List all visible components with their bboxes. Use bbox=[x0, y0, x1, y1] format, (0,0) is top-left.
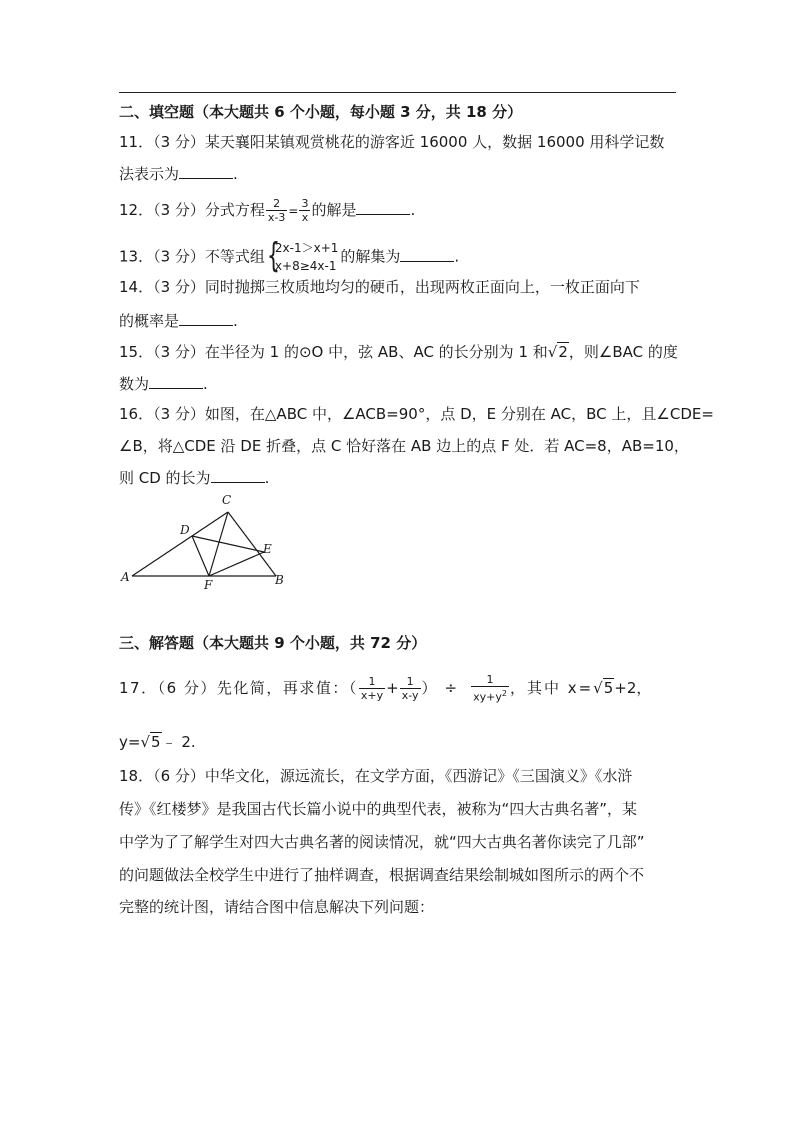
q12-suffix: 的解是 bbox=[311, 201, 357, 219]
q15-line1 bbox=[119, 341, 678, 363]
q18-line4: 的问题做法全校学生中进行了抽样调查，根据调查结果绘制城如图所示的两个不 bbox=[119, 866, 645, 884]
q16-line3-suffix: . bbox=[264, 469, 270, 487]
q11-line2-suffix: . bbox=[233, 165, 238, 183]
q17-y-prefix: y= bbox=[119, 733, 141, 751]
plus-sign: + bbox=[386, 678, 399, 697]
q12-end: . bbox=[410, 201, 416, 219]
top-rule bbox=[119, 92, 676, 93]
q18-line5: 完整的统计图，请结合图中信息解决下列问题： bbox=[119, 898, 435, 916]
answer-blank bbox=[149, 374, 203, 389]
q15-line2 bbox=[119, 373, 208, 395]
denominator-base: xy+y bbox=[473, 690, 502, 704]
q12-line bbox=[119, 197, 415, 224]
q17-prefix: 17．（6 分）先化简，再求值：（ bbox=[119, 678, 358, 697]
fraction-denominator bbox=[471, 687, 509, 704]
fraction-numerator: 2 bbox=[266, 197, 287, 211]
q13-line bbox=[119, 236, 460, 276]
segment-fe bbox=[209, 552, 264, 576]
q18-line3: 中学为了了解学生对四大古典名著的阅读情况，就“四大古典名著你读完了几部” bbox=[119, 833, 645, 851]
fraction-denominator: x-3 bbox=[267, 211, 286, 224]
answer-blank bbox=[356, 200, 410, 215]
q16-line2: ∠B，将△CDE 沿 DE 折叠，点 C 恰好落在 AB 边上的点 F 处．若 AC=8，AB=10， bbox=[119, 437, 689, 455]
triangle-figure bbox=[118, 492, 293, 592]
q11-line1: 11．（3 分）某天襄阳某镇观赏桃花的游客近 16000 人，数据 16000 用科学记数 bbox=[119, 133, 665, 151]
fraction-denominator: x-y bbox=[401, 688, 419, 702]
answer-blank bbox=[211, 468, 265, 483]
label-a: A bbox=[121, 570, 130, 584]
sqrt-2 bbox=[548, 341, 569, 363]
equals-sign: = bbox=[288, 204, 299, 218]
inequality-1: 2x-1＞x+1 bbox=[274, 241, 339, 255]
q16-line3-prefix: 则 CD 的长为 bbox=[119, 469, 211, 487]
segment-df bbox=[192, 536, 209, 576]
q12-fraction-2 bbox=[299, 197, 310, 224]
denominator-exponent: 2 bbox=[501, 689, 507, 698]
q17-fraction-2 bbox=[400, 675, 421, 702]
q11-line2-prefix: 法表示为 bbox=[119, 165, 180, 183]
q14-line2-suffix: . bbox=[233, 312, 238, 330]
q18-line1: 18．（6 分）中华文化，源远流长，在文学方面，《西游记》《三国演义》《水浒 bbox=[119, 767, 633, 785]
q12-fraction-1 bbox=[266, 197, 287, 224]
q11-line2 bbox=[119, 163, 238, 185]
q15-line1-suffix: ，则∠BAC 的度 bbox=[568, 343, 678, 361]
q15-line1-prefix: 15．（3 分）在半径为 1 的⊙O 中，弦 AB、AC 的长分别为 1 和 bbox=[119, 343, 548, 361]
answer-blank bbox=[179, 311, 233, 326]
q13-end: . bbox=[454, 247, 460, 266]
q14-line1: 14．（3 分）同时抛掷三枚质地均匀的硬币，出现两枚正面向上，一枚正面向下 bbox=[119, 278, 640, 296]
q14-line2-prefix: 的概率是 bbox=[119, 312, 180, 330]
section-2-header: 二、填空题（本大题共 6 个小题，每小题 3 分，共 18 分） bbox=[119, 103, 523, 121]
q16-line3 bbox=[119, 467, 269, 489]
radical-sign-icon: √ bbox=[547, 343, 558, 361]
label-f: F bbox=[204, 578, 213, 592]
q17-y-tail: ﹣ 2. bbox=[161, 733, 196, 751]
q17-fraction-3 bbox=[471, 673, 509, 704]
q17-x-tail: +2， bbox=[614, 678, 652, 697]
q16-line1: 16．（3 分）如图，在△ABC 中，∠ACB=90°，点 D，E 分别在 AC，BC 上，且∠CDE= bbox=[119, 405, 714, 423]
q17-close-divide: ）÷ bbox=[421, 678, 466, 697]
segment-fc bbox=[209, 512, 228, 576]
radicand: 5 bbox=[603, 678, 614, 697]
label-c: C bbox=[222, 493, 232, 507]
radicand: 2 bbox=[558, 343, 568, 361]
inequality-2: x+8≥4x-1 bbox=[274, 259, 337, 273]
q17-fraction-1 bbox=[359, 675, 385, 702]
q13-suffix: 的解集为 bbox=[340, 247, 401, 266]
radical-sign-icon: √ bbox=[140, 733, 151, 751]
label-b: B bbox=[275, 573, 284, 587]
section-3-header: 三、解答题（本大题共 9 个小题，共 72 分） bbox=[119, 634, 427, 652]
fraction-numerator: 1 bbox=[400, 675, 421, 689]
q17-mid: ，其中 x= bbox=[509, 678, 594, 697]
q18-line2: 传》《红楼梦》是我国古代长篇小说中的典型代表，被称为“四大古典名著”，某 bbox=[119, 800, 638, 818]
label-e: E bbox=[263, 542, 272, 556]
fraction-denominator: x bbox=[301, 211, 309, 224]
radical-sign-icon: √ bbox=[593, 678, 603, 697]
q13-prefix: 13．（3 分）不等式组 bbox=[119, 247, 265, 266]
segment-ac bbox=[132, 512, 228, 576]
label-d: D bbox=[180, 523, 190, 537]
q13-inequality-system bbox=[266, 236, 339, 276]
q17-line1 bbox=[119, 673, 651, 704]
brace-icon: { bbox=[266, 236, 280, 276]
q14-line2 bbox=[119, 310, 238, 332]
sqrt-5-x bbox=[593, 677, 614, 699]
sqrt-5-y bbox=[140, 731, 161, 753]
fraction-numerator: 1 bbox=[359, 675, 385, 689]
radicand: 5 bbox=[151, 733, 161, 751]
fraction-denominator: x+y bbox=[360, 688, 384, 702]
q17-line2 bbox=[119, 731, 196, 753]
q12-prefix: 12．（3 分）分式方程 bbox=[119, 201, 265, 219]
q15-line2-prefix: 数为 bbox=[119, 375, 150, 393]
fraction-numerator: 1 bbox=[471, 673, 509, 687]
answer-blank bbox=[179, 164, 233, 179]
answer-blank bbox=[400, 247, 454, 262]
fraction-numerator: 3 bbox=[301, 197, 309, 210]
q15-line2-suffix: . bbox=[203, 375, 208, 393]
segment-de bbox=[192, 536, 264, 552]
